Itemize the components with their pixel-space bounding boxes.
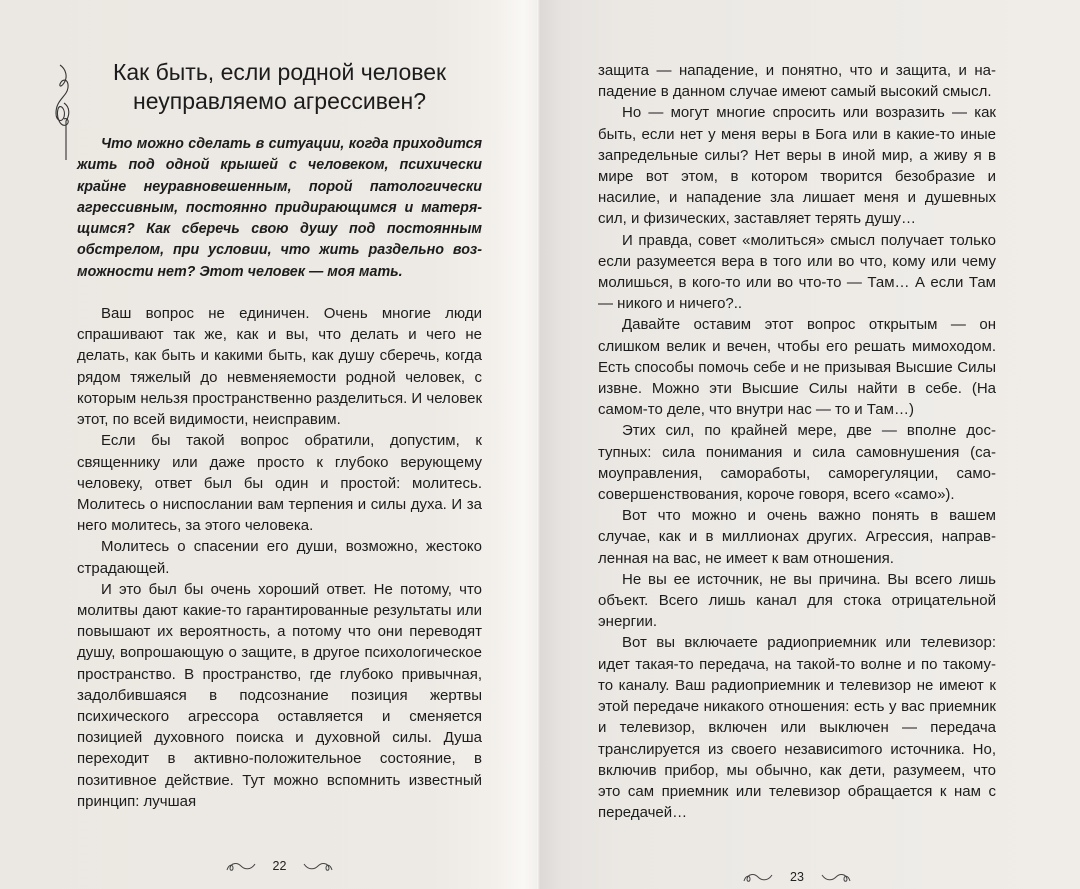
right-page	[540, 0, 1080, 889]
paragraph: Вот вы включаете радиоприемник или телевизор: идет такая-то передача, на такой-то волне и по такому-то каналу. Ваш радиоприемник и телевизор не имеют к этой передаче никакого отношения: есть у вас приемник и телевизор, включен или выключен — передача транслируется из своего независиmого источника. Но, включив прибор, мы обычно, как дети, разумеем, что это сам приемник или телевизор обращается к нам с передачей…	[598, 634, 996, 822]
paragraph: Этих сил, по крайней мере, две — вполне доступных: сила понимания и сила самовнушения (самоуправления, самоработы, саморегуляции, самосовершенствования, короче говоря, всего «само»).	[598, 422, 996, 504]
paragraph: Не вы ее источник, не вы причина. Вы всего лишь объект. Всего лишь канал для стока отрицательной энергии.	[598, 570, 996, 631]
paragraph: Молитесь о спасении его души, возможно, жестоко страдающей.	[77, 538, 482, 577]
chapter-title	[77, 58, 482, 116]
paragraph: Давайте оставим этот вопрос открытым — он слишком велик и вечен, чтобы его решать мимоходом. Есть способы помочь себе и не призывая Высшие Силы извне. Можно эти Высшие Силы найти в себе. (На самом-то деле, что внутри нас — то и Там…)	[598, 316, 996, 419]
calligraphic-flourish-icon	[52, 63, 80, 161]
reader-question: Что можно сделать в ситуации, когда приходится жить под одной крышей с человеком, психически крайне неуравновешенным, порой патологически агрессивным, постоянно придирающимся и матерящимся? Как сберечь свою душу под постоянным обстрелом, при условии, что жить раздельно возможности нет? Этот человек — моя мать.	[77, 136, 482, 280]
left-text-column	[77, 58, 482, 878]
paragraph: Если бы такой вопрос обратили, допустим, к священнику или даже просто к глубоко верующему человеку, ответ был бы один и простой: молитесь. Молитесь о ниспослании вам терпения и силы духа. И за него молитесь, за этого человека.	[77, 432, 482, 535]
chapter-title-line: неуправляемо агрессивен?	[133, 88, 426, 114]
page-number: 22	[272, 858, 287, 873]
paragraph: Но — могут многие спросить или возразить — как быть, если нет у меня веры в Бога или в какие-то иные запредельные силы? Нет веры в иной мир, а живу я в мире вот этом, в котором творится безобразие и насилие, и нападение зла лишает меня и душевных сил, и физических, заставляет терять душу…	[598, 104, 996, 228]
swirl-flourish-icon	[742, 869, 776, 885]
page-footer-right	[598, 865, 996, 889]
swirl-flourish-icon	[818, 869, 852, 885]
right-text-column	[598, 60, 996, 889]
paragraph: Ваш вопрос не единичен. Очень многие люди спрашивают так же, как и вы, что делать и чего не делать, как быть и какими быть, как душу сберечь, когда рядом тяжелый до невменяемости родной человек, с которым нельзя пространственно разделиться. И человек этот, по всей видимости, неисправим.	[77, 305, 482, 429]
paragraph: И это был бы очень хороший ответ. Не потому, что молитвы дают какие-то гарантированные результаты или повышают их вероятность, а потому что они переводят душу, вопрошающую о защите, в другое психологическое пространство. В пространство, где глубоко привычная, задолбившаяся в подсознание позиция жертвы психического агрессора оставляется и сменяется позицией духовного поиска и духовной силы. Душа переходит в активно-положительное состояние, в позитивное действие. Тут можно вспомнить известный принцип: лучшая	[77, 580, 482, 810]
paragraph: И правда, совет «молиться» смысл получает только если разумеется вера в того или во что, кому или чему молишься, в кого-то или во что-то — Там… А если Там — никого и ничего?..	[598, 231, 996, 313]
page-number: 23	[790, 870, 804, 885]
chapter-title-line: Как быть, если родной человек	[112, 59, 447, 85]
paragraph-continuation: защита — нападение, и понятно, что и защита, и нападение в данном случае имеют самый высокий смысл.	[598, 62, 996, 101]
paragraph: Вот что можно и очень важно понять в вашем случае, как и в миллионах других. Агрессия, направленная на вас, не имеет к вам отношения.	[598, 507, 996, 567]
